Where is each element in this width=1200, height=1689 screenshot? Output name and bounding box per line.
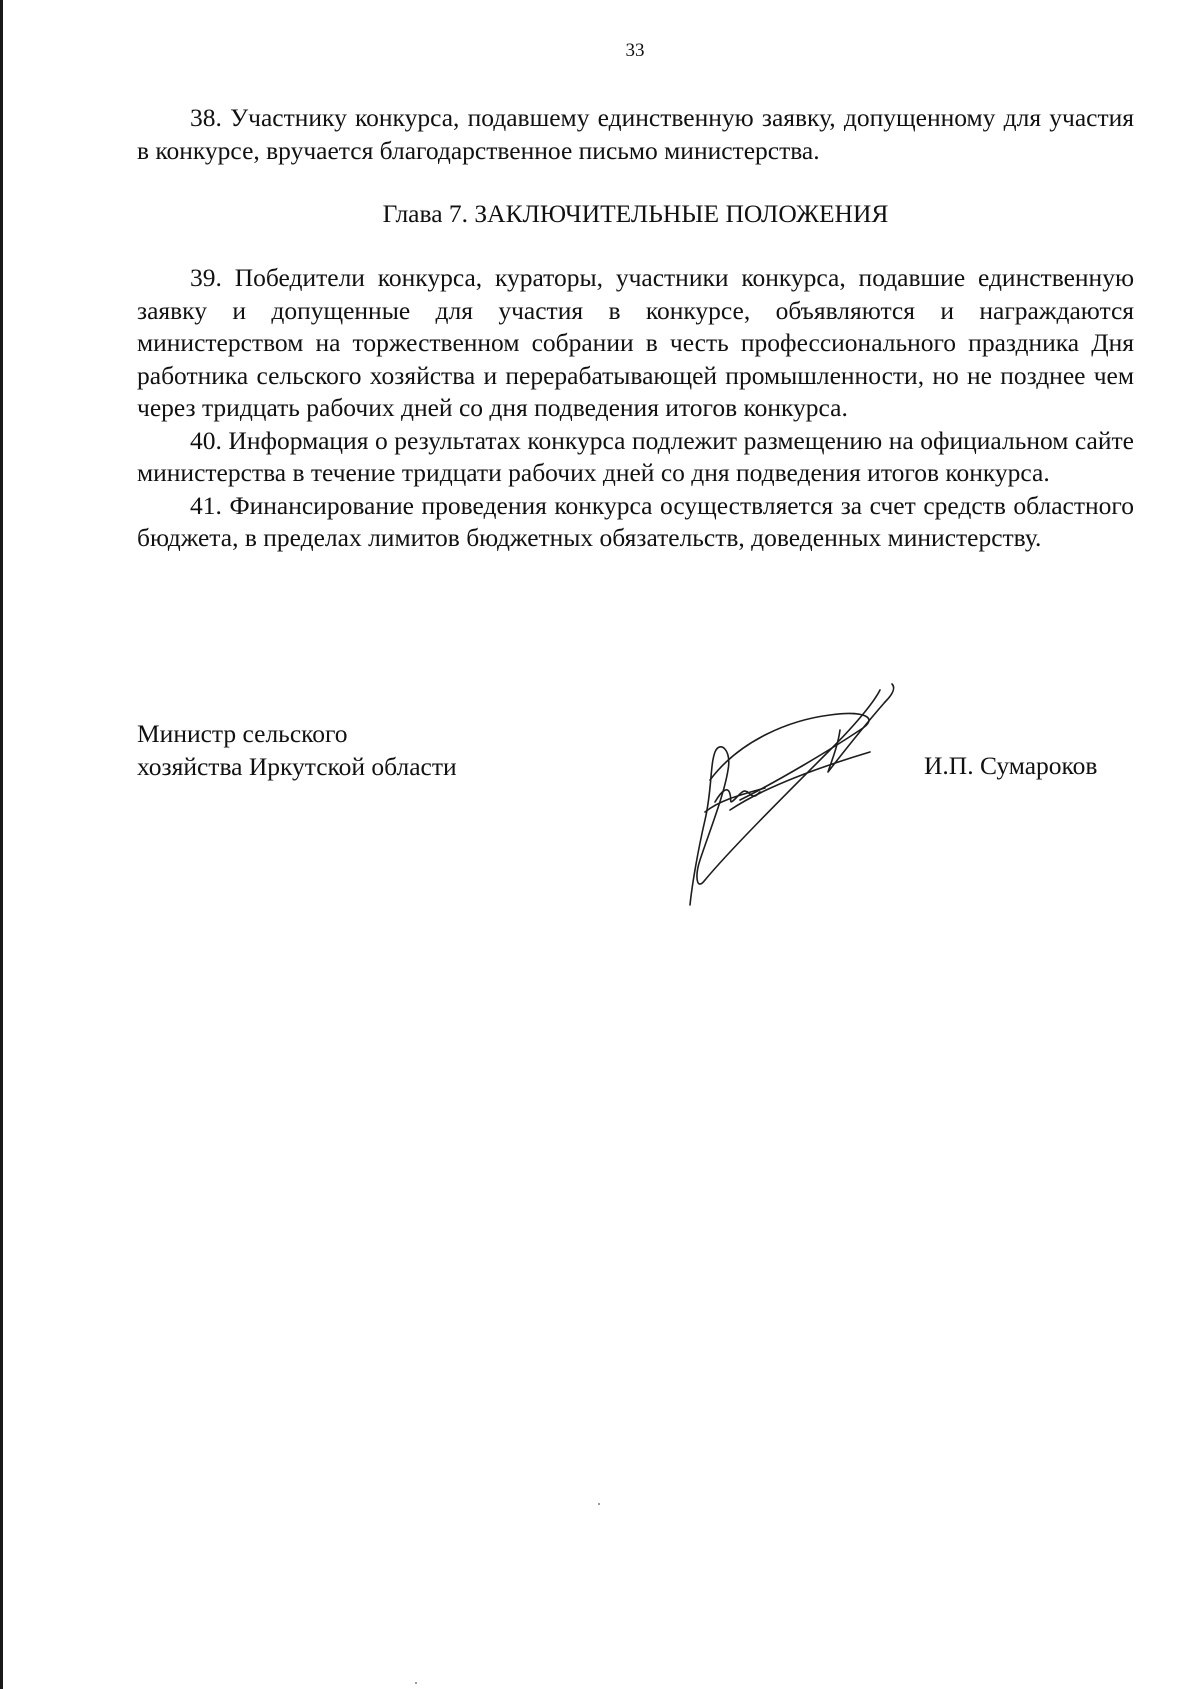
signatory-title [137,718,457,783]
paragraph-39: 39. Победители конкурса, кураторы, участники конкурса, подавшие единственную заявку и допущенные для участия в конкурсе, объявляются и награждаются министерством на торжественном собрании в честь профессионального праздника Дня работника сельского хозяйства и перерабатывающей промышленности, но не позднее чем через тридцать рабочих дней со дня подведения итогов конкурса. [137,263,1134,422]
signatory-title-line-2: хозяйства Иркутской области [137,751,457,781]
paragraph-40: 40. Информация о результатах конкурса подлежит размещению на официальном сайте министерства в течение тридцати рабочих дней со дня подведения итогов конкурса. [137,425,1134,487]
scan-speck [415,1682,417,1684]
chapter-title: Глава 7. ЗАКЛЮЧИТЕЛЬНЫЕ ПОЛОЖЕНИЯ [382,199,889,228]
signatory-name: И.П. Сумароков [924,751,1098,780]
scan-speck [598,1503,600,1505]
paragraph-41: 41. Финансирование проведения конкурса осуществляется за счет средств областного бюджета, в пределах лимитов бюджетных обязательств, доведенных министерству. [137,490,1134,552]
scan-left-edge [0,0,3,1689]
signatory-title-line-1: Министр сельского [137,719,348,748]
paragraph-38: 38. Участнику конкурса, подавшему единственную заявку, допущенному для участия в конкурсе, вручается благодарственное письмо министерства. [137,103,1134,165]
page-number: 33 [625,40,645,61]
final-provisions-body [137,262,1134,555]
handwritten-signature [670,660,910,910]
paragraph-38-block [137,102,1134,167]
